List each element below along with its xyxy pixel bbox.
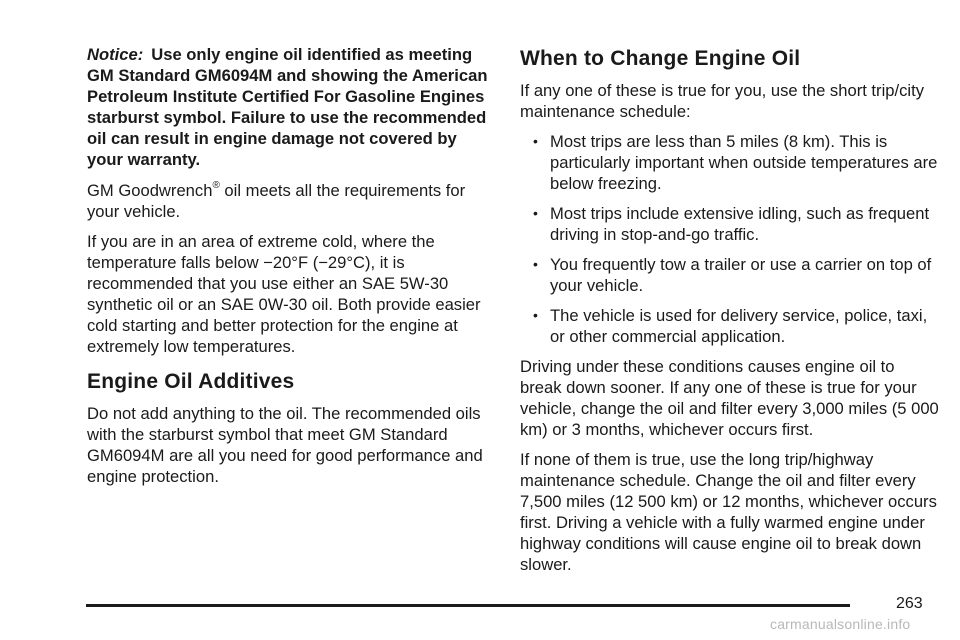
registered-mark: ® bbox=[212, 180, 220, 192]
left-column bbox=[87, 44, 497, 496]
watermark: carmanualsonline.info bbox=[770, 616, 911, 632]
notice-paragraph bbox=[87, 44, 497, 170]
list-item-text: Most trips include extensive idling, such as frequent driving in stop-and-go traffic. bbox=[550, 204, 930, 244]
list-item-text: You frequently tow a trailer or use a carrier on top of your vehicle. bbox=[550, 255, 932, 295]
highway-paragraph: If none of them is true, use the long trip/highway maintenance schedule. Change the oil and filter every 7,500 miles (12 500 km) or 12 months, whichever occurs first. Driving a vehicle with a fully warmed engine under highway conditions will cause engine oil to break down slower. bbox=[520, 450, 937, 574]
notice-label: Notice: bbox=[87, 45, 144, 64]
notice-text: Use only engine oil identified as meeting GM Standard GM6094M and showing the American Petroleum Institute Certified For Gasoline Engines starburst symbol. Failure to use the recommended oil can result in engine damage not covered by your warranty. bbox=[87, 45, 488, 169]
additives-heading: Engine Oil Additives bbox=[87, 370, 295, 393]
conditions-paragraph: Driving under these conditions causes engine oil to break down sooner. If any one of these is true for your vehicle, change the oil and filter every 3,000 miles (5 000 km) or 3 months, whichever occurs first. bbox=[520, 357, 939, 439]
list-item bbox=[520, 305, 940, 347]
list-item bbox=[520, 254, 940, 296]
bullet-icon: • bbox=[533, 256, 538, 272]
additives-paragraph: Do not add anything to the oil. The recommended oils with the starburst symbol that meet GM Standard GM6094M are all you need for good performance and engine protection. bbox=[87, 404, 483, 486]
page-number: 263 bbox=[896, 595, 923, 612]
list-item bbox=[520, 203, 940, 245]
bullet-icon: • bbox=[533, 133, 538, 149]
conditions-list bbox=[520, 131, 940, 347]
right-column bbox=[520, 44, 940, 584]
list-item-text: The vehicle is used for delivery service, police, taxi, or other commercial application. bbox=[550, 306, 928, 346]
goodwrench-post: oil meets all the requirements for your vehicle. bbox=[87, 181, 466, 221]
change-oil-heading: When to Change Engine Oil bbox=[520, 47, 801, 70]
footer-rule bbox=[86, 604, 850, 607]
bullet-icon: • bbox=[533, 205, 538, 221]
list-item-text: Most trips are less than 5 miles (8 km). This is particularly important when outside temperatures are below freezing. bbox=[550, 132, 938, 193]
schedule-intro: If any one of these is true for you, use the short trip/city maintenance schedule: bbox=[520, 81, 924, 121]
bullet-icon: • bbox=[533, 307, 538, 323]
goodwrench-paragraph bbox=[87, 180, 497, 222]
goodwrench-pre: GM Goodwrench bbox=[87, 181, 213, 200]
cold-weather-paragraph: If you are in an area of extreme cold, where the temperature falls below −20°F (−29°C), it is recommended that you use either an SAE 5W-30 synthetic oil or an SAE 0W-30 oil. Both provide easier cold starting and better protection for the engine at extremely low temperatures. bbox=[87, 232, 481, 356]
list-item bbox=[520, 131, 940, 194]
